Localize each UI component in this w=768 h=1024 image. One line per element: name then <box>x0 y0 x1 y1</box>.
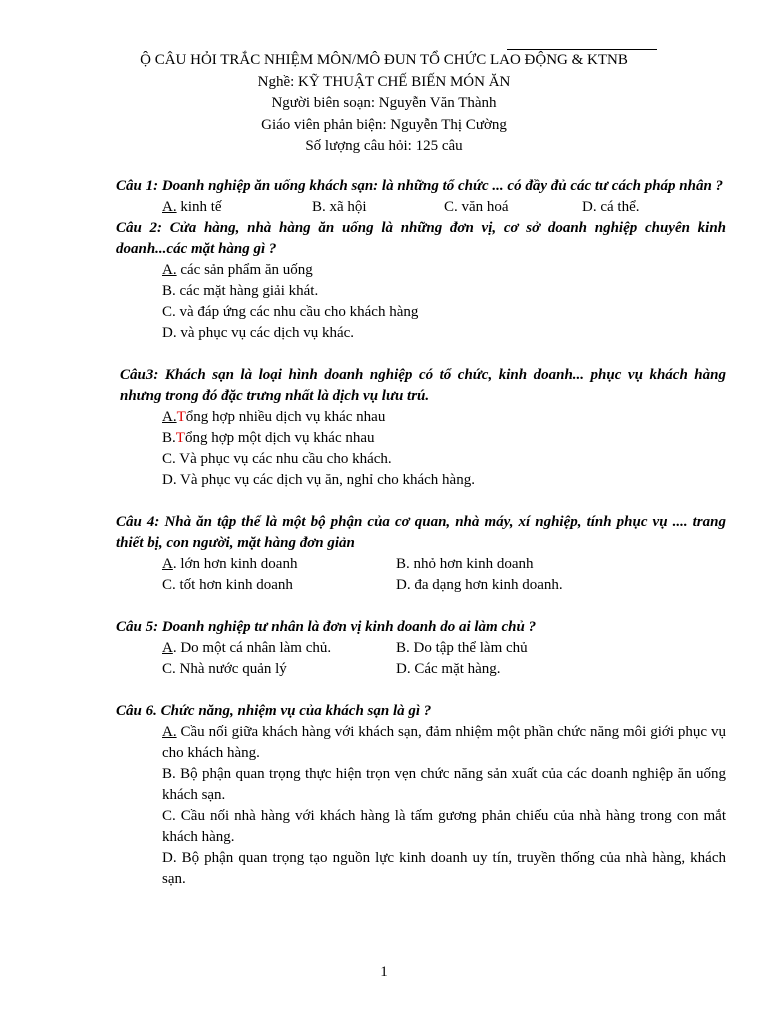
option-b: B. các mặt hàng giải khát. <box>162 283 319 299</box>
document-header <box>0 50 768 158</box>
author-line: Người biên soạn: Nguyễn Văn Thành <box>271 95 497 111</box>
option-c: C. văn hoá <box>444 199 509 215</box>
option-a: A. lớn hơn kinh doanh <box>162 556 298 572</box>
document-title: Ộ CÂU HỎI TRẮC NHIỆM MÔN/MÔ ĐUN TỔ CHỨC LAO ĐỘNG & KTNB <box>140 52 628 68</box>
question-1-text: Câu 1: Doanh nghiệp ăn uống khách sạn: là những tổ chức ... có đầy đủ các tư cách pháp nhân ? <box>116 178 724 194</box>
option-d: D. và phục vụ các dịch vụ khác. <box>162 325 355 341</box>
option-c: C. Và phục vụ các nhu cầu cho khách. <box>162 451 392 467</box>
title-overline <box>507 49 657 50</box>
option-d: D. Và phục vụ các dịch vụ ăn, nghỉ cho khách hàng. <box>162 472 475 488</box>
question-5-options-row-2 <box>116 659 726 680</box>
question-4-options-row-2 <box>116 575 726 596</box>
page-number: 1 <box>380 964 388 980</box>
option-a: A. Do một cá nhân làm chủ. <box>162 640 332 656</box>
reviewer-line: Giáo viên phản biện: Nguyễn Thị Cường <box>261 116 507 133</box>
option-c: C. Cầu nối nhà hàng với khách hàng là tấm gương phản chiếu của nhà hàng trong con mắt khách hàng. <box>162 808 726 845</box>
question-4-options-row-1 <box>116 554 726 575</box>
question-1-options <box>116 197 726 218</box>
option-a: A. kinh tế <box>162 199 222 215</box>
trade-line: Nghề: KỸ THUẬT CHẾ BIẾN MÓN ĂN <box>257 73 511 90</box>
answer-mark: T <box>175 430 185 446</box>
option-d: D. Bộ phận quan trọng tạo nguồn lực kinh doanh uy tín, truyền thống của nhà hàng, khách sạn. <box>162 850 726 887</box>
option-d: D. Các mặt hàng. <box>396 661 501 677</box>
question-4-text: Câu 4: Nhà ăn tập thể là một bộ phận của cơ quan, nhà máy, xí nghiệp, tính phục vụ .... trang thiết bị, con người, mặt hàng đơn giản <box>116 514 726 551</box>
option-b: B. Bộ phận quan trọng thực hiện trọn vẹn chức năng sản xuất của các doanh nghiệp ăn uống khách sạn. <box>162 766 726 803</box>
option-a: A. các sản phẩm ăn uống <box>162 262 313 278</box>
option-b: B. xã hội <box>312 199 367 215</box>
option-c: C. Nhà nước quản lý <box>162 661 287 677</box>
option-c: C. tốt hơn kinh doanh <box>162 577 293 593</box>
question-list <box>116 176 726 890</box>
option-b: B. nhỏ hơn kinh doanh <box>396 556 534 572</box>
question-3-text: Câu3: Khách sạn là loại hình doanh nghiệp có tổ chức, kinh doanh... phục vụ khách hàng nhưng trong đó đặc trưng nhất là dịch vụ lưu trú. <box>120 367 726 404</box>
option-b: B. Do tập thể làm chủ <box>396 640 528 656</box>
option-b: B.Tổng hợp một dịch vụ khác nhau <box>162 430 375 446</box>
option-a: A.Tổng hợp nhiều dịch vụ khác nhau <box>162 409 386 425</box>
question-count-line: Số lượng câu hỏi: 125 câu <box>305 138 463 154</box>
option-d: D. cá thể. <box>582 199 640 215</box>
answer-mark: T <box>176 409 186 425</box>
question-5-options-row-1 <box>116 638 726 659</box>
question-5-text: Câu 5: Doanh nghiệp tư nhân là đơn vị kinh doanh do ai làm chủ ? <box>116 619 537 635</box>
option-a: A. Cầu nối giữa khách hàng với khách sạn, đảm nhiệm một phần chức năng môi giới phục vụ cho khách hàng. <box>162 724 726 761</box>
option-d: D. đa dạng hơn kinh doanh. <box>396 577 563 593</box>
option-c: C. và đáp ứng các nhu cầu cho khách hàng <box>162 304 419 320</box>
question-6-text: Câu 6. Chức năng, nhiệm vụ của khách sạn là gì ? <box>116 703 432 719</box>
question-2-text: Câu 2: Cửa hàng, nhà hàng ăn uống là những đơn vị, cơ sở doanh nghiệp chuyên kinh doanh...các mặt hàng gì ? <box>116 220 726 257</box>
